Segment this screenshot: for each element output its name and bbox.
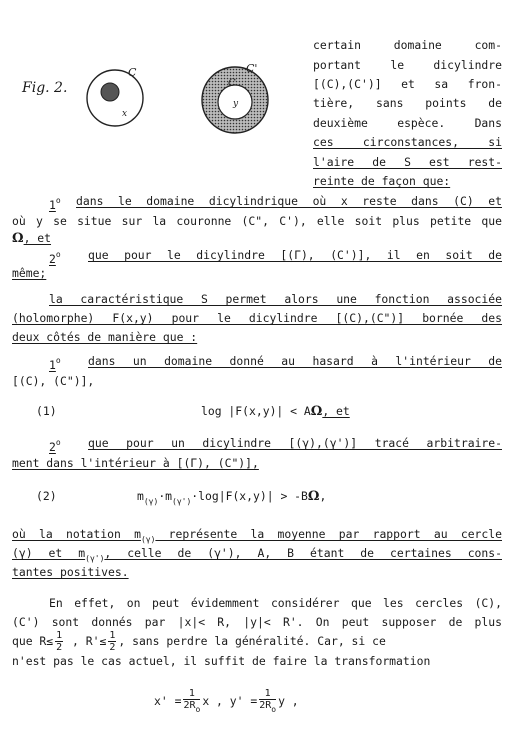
transform-gap	[223, 694, 230, 708]
cond1-num: 1	[49, 198, 56, 212]
cond2-num: 2	[49, 252, 56, 266]
transform-den-1	[183, 700, 200, 715]
eq2-dot: ·	[158, 489, 166, 503]
eq2-omega: Ω	[307, 489, 320, 504]
half-den-1: 2	[56, 642, 63, 653]
fig-right-cprime: C'	[246, 62, 258, 75]
eq2-g2: (γ')	[172, 497, 192, 506]
item2-line-2: ment dans l'intérieur à [(Γ), (C")],	[12, 456, 259, 470]
intro-line-6: ces circonstances, si	[313, 135, 502, 149]
transform-den-2-main: 2R	[259, 700, 272, 711]
item1-num: 1	[49, 358, 56, 372]
omega-symbol: Ω	[12, 231, 24, 246]
cond1-line-1: dans le domaine dicylindrique où x reste dans (C) et	[76, 194, 502, 208]
cond1-number	[49, 194, 61, 212]
intro-line-2: portant le dicylindre	[313, 58, 502, 72]
half-num-1: 1	[56, 630, 63, 641]
transform-den-1-sub: o	[195, 705, 201, 714]
cond2-number	[49, 248, 61, 266]
effet-line-2: (C') sont donnés par |x|< R, |y|< R'. On peut supposer de plus	[12, 615, 502, 629]
half-fraction-1	[55, 630, 63, 653]
transform-eq	[154, 688, 299, 715]
notation-2a: (γ) et m	[12, 546, 86, 560]
effet-3b: R'	[85, 634, 100, 648]
item2-line-1: que pour un dicylindre [(γ),(γ')] tracé arbitraire-	[88, 436, 502, 450]
effet-line-1: En effet, on peut évidemment considérer que les cercles (C),	[49, 596, 502, 610]
effet-line-4: n'est pas le cas actuel, il suffit de faire la transformation	[12, 654, 431, 668]
eq2-m2: m	[165, 489, 173, 503]
eq2-rest: ·log|F(x,y)| > -B	[191, 489, 308, 503]
effet-3c: , sans perdre la généralité. Car, si ce	[118, 634, 386, 648]
notation-line-1	[12, 527, 502, 547]
transform-yp: y' =	[229, 694, 258, 708]
fig-right-y: y	[233, 99, 239, 109]
transform-den-1-main: 2R	[183, 700, 196, 711]
eq2-body	[137, 489, 326, 509]
half-fraction-2	[108, 630, 116, 653]
eq1-body	[201, 404, 350, 419]
item2-number	[49, 436, 61, 454]
cond1-et: , et	[23, 231, 52, 245]
eq1-lhs: log |F(x,y)| < A	[201, 404, 311, 418]
item2-deg: o	[55, 438, 61, 447]
transform-frac-2	[259, 688, 276, 715]
item1-deg: o	[55, 356, 61, 365]
notation-1b: représente la moyenne par rapport au cercle	[155, 527, 502, 541]
half-den-2: 2	[109, 642, 116, 653]
eq1-omega: Ω	[310, 404, 323, 419]
notation-2b: , celle de (γ'), A, B étant de certaines cons-	[104, 546, 502, 560]
item1-line-1: dans un domaine donné au hasard à l'intérieur de	[88, 354, 502, 368]
intro-line-4: tière, sans points de	[313, 96, 502, 110]
transform-y: y ,	[278, 694, 299, 708]
notation-line-2	[12, 546, 502, 566]
notation-1sub: (γ)	[140, 535, 156, 544]
effet-comma: ,	[65, 634, 86, 648]
transform-frac-1	[183, 688, 200, 715]
transform-x: x ,	[202, 694, 223, 708]
eq2-g1: (γ)	[143, 497, 159, 506]
fig-left-c: C	[128, 66, 137, 79]
notation-line-3: tantes positives.	[12, 565, 129, 579]
char-line-1: la caractéristique S permet alors une fonction associée	[49, 292, 502, 306]
effet-line-3	[12, 630, 386, 653]
intro-line-5: deuxième espèce. Dans	[313, 116, 502, 130]
eq2-m1: m	[137, 489, 144, 503]
intro-line-7: l'aire de S est rest-	[313, 155, 502, 169]
fig-left-x: x	[122, 109, 128, 119]
intro-line-3: [(C),(C')] et sa fron-	[313, 77, 502, 91]
transform-num-1: 1	[183, 688, 200, 700]
cond1-line-3	[12, 231, 51, 246]
effet-3a: que R	[12, 634, 47, 648]
eq2-number: (2)	[36, 489, 57, 503]
effet-le2: ≤	[99, 634, 107, 648]
transform-xp: x' =	[154, 694, 182, 708]
intro-line-1: certain domaine com-	[313, 38, 502, 52]
cond2-deg: o	[55, 250, 61, 259]
half-num-2: 1	[109, 630, 116, 641]
cond1-deg: o	[55, 196, 61, 205]
intro-line-8: reinte de façon que:	[313, 174, 451, 188]
cond2-line-1: que pour le dicylindre [(Γ), (C')], il en soit de	[88, 248, 502, 262]
transform-den-2	[259, 700, 276, 715]
char-line-2: (holomorphe) F(x,y) pour le dicylindre [(C),(C")] bornée des	[12, 311, 502, 325]
eq1-tail: , et	[322, 404, 350, 418]
figure-circles	[70, 62, 290, 142]
transform-num-2: 1	[259, 688, 276, 700]
item2-num: 2	[49, 440, 56, 454]
notation-1a: où la notation m	[12, 527, 141, 541]
item1-line-2: [(C), (C")],	[12, 374, 95, 388]
transform-den-2-sub: o	[271, 705, 277, 714]
figure-label: Fig. 2.	[22, 80, 68, 96]
effet-le1: ≤	[46, 634, 54, 648]
fig-right-c: C	[228, 78, 236, 89]
notation-2sub: (γ')	[85, 554, 105, 563]
cond2-line-2: même;	[12, 266, 47, 280]
cond1-line-2: où y se situe sur la couronne (C", C'), elle soit plus petite que	[12, 214, 502, 228]
item1-number	[49, 354, 61, 372]
eq1-number: (1)	[36, 404, 57, 418]
char-line-3: deux côtés de manière que :	[12, 330, 198, 344]
eq2-tail: ,	[319, 489, 327, 503]
